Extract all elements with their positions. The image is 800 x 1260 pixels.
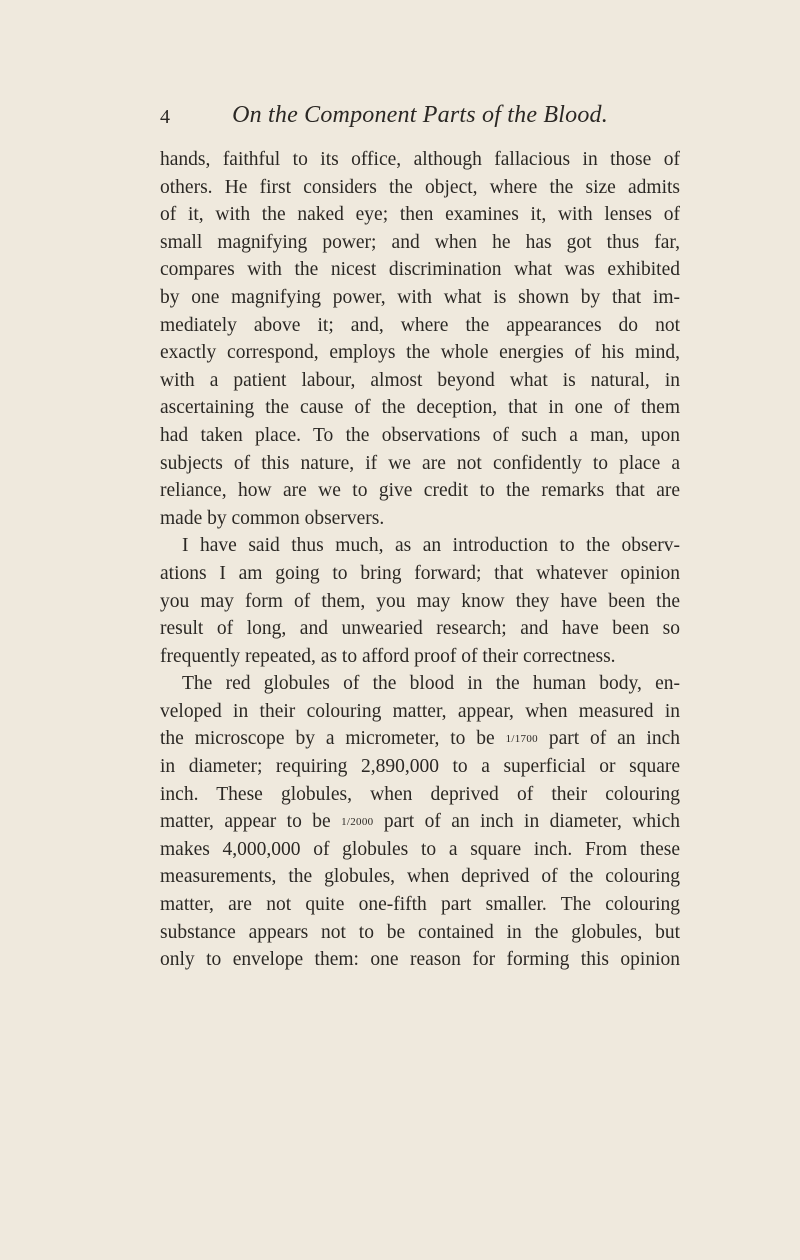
text-line: The red globules of the blood in the human body, en- (182, 673, 680, 695)
paragraph-3 (160, 670, 680, 974)
text-line: hands, faithful to its office, although fallacious in those of (160, 149, 680, 170)
text-line: by one magnifying power, with what is shown by that im- (160, 286, 680, 308)
text-line: subjects of this nature, if we are not confidently to place a (160, 452, 680, 474)
text-line: of it, with the naked eye; then examines it, with lenses of (160, 204, 680, 226)
text-line-with-fraction (160, 808, 680, 836)
text-segment: the microscope by a micrometer, to be (160, 728, 506, 750)
text-line: veloped in their colouring matter, appear, when measured in (160, 700, 680, 722)
text-line: you may form of them, you may know they have been the (160, 590, 680, 612)
fraction: 1/2000 (341, 816, 374, 829)
text-line: reliance, how are we to give credit to the remarks that are (160, 480, 680, 502)
text-segment: part of an inch in diameter, which (373, 811, 681, 833)
text-segment: matter, appear to be (160, 811, 342, 833)
text-line: substance appears not to be contained in the globules, but (160, 921, 680, 943)
running-head (160, 102, 680, 138)
text-line: with a patient labour, almost beyond what is natural, in (160, 369, 680, 391)
text-line: compares with the nicest discrimination what was exhibited (160, 259, 680, 281)
text-line: had taken place. To the observations of such a man, upon (160, 424, 680, 446)
running-title: On the Component Parts of the Blood. (232, 102, 608, 128)
text-line: in diameter; requiring 2,890,000 to a superficial or square (160, 756, 680, 778)
text-line-with-fraction (160, 725, 680, 753)
fraction: 1/1700 (505, 733, 538, 746)
text-line: exactly correspond, employs the whole energies of his mind, (160, 342, 680, 364)
text-line: small magnifying power; and when he has got thus far, (160, 231, 680, 253)
text-line: result of long, and unwearied research; and have been so (160, 618, 680, 640)
text-line: others. He first considers the object, where the size admits (160, 176, 680, 198)
text-line: only to envelope them: one reason for forming this opinion (160, 949, 680, 971)
page-number: 4 (160, 106, 170, 128)
text-line: ations I am going to bring forward; that whatever opinion (160, 562, 680, 584)
text-line: measurements, the globules, when deprived of the colouring (160, 866, 680, 888)
text-line: made by common observers. (160, 507, 385, 529)
text-segment: part of an inch (537, 728, 680, 750)
text-line: frequently repeated, as to afford proof of their correctness. (160, 645, 616, 667)
text-line: matter, are not quite one-fifth part smaller. The colouring (160, 894, 680, 916)
text-line: I have said thus much, as an introduction to the observ- (182, 535, 680, 557)
paragraph-2 (160, 532, 680, 670)
body-text (160, 146, 680, 974)
text-line: mediately above it; and, where the appearances do not (160, 314, 680, 336)
text-line: ascertaining the cause of the deception, that in one of them (160, 397, 680, 419)
paragraph-1 (160, 146, 680, 532)
text-line: inch. These globules, when deprived of their colouring (160, 783, 680, 805)
text-line: makes 4,000,000 of globules to a square inch. From these (160, 838, 680, 860)
